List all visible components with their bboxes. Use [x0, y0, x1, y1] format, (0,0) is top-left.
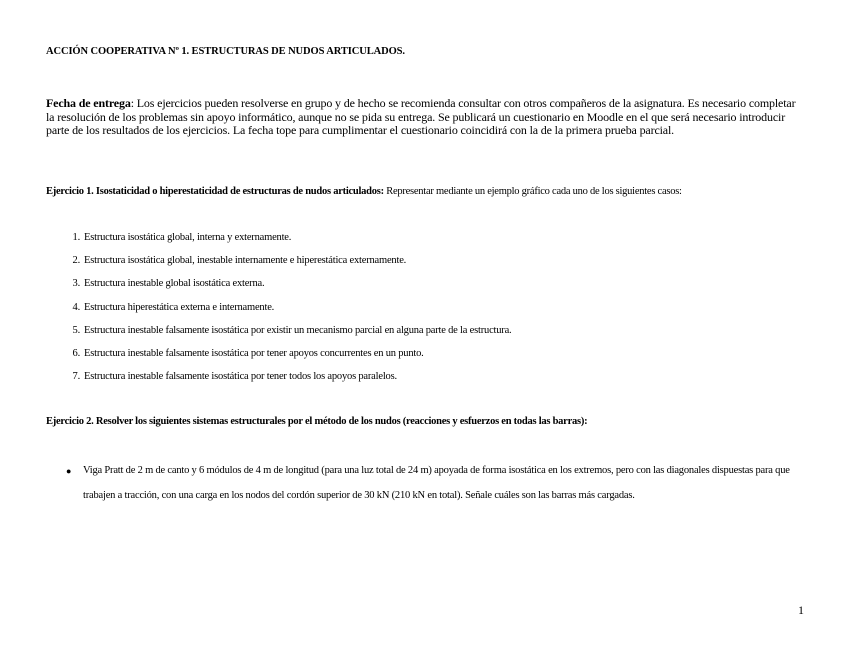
list-item-number: 5. [72, 324, 80, 336]
exercise-1-statement [46, 186, 836, 197]
delivery-paragraph [46, 97, 806, 138]
page-number: 1 [798, 603, 804, 617]
bullet-item-text: Viga Pratt de 2 m de canto y 6 módulos de 4 m de longitud (para una luz total de 24 m) apoyada de forma isostática en los extremos, pero con las diagonales dispuestas para que trabajen a tracción, con una carga en los nodos del cordón superior de 30 kN (210 kN en total). Señale cuáles son las barras más cargadas. [83, 465, 790, 501]
list-item-number: 2. [72, 255, 80, 267]
exercise-1-heading: Ejercicio 1. Isostaticidad o hiperestaticidad de estructuras de nudos articulados: [46, 186, 384, 197]
list-item [46, 230, 511, 253]
list-item [46, 300, 511, 323]
list-item-number: 7. [72, 371, 80, 383]
list-item-text: Estructura hiperestática externa e internamente. [84, 301, 275, 313]
list-item-text: Estructura inestable falsamente isostática por tener apoyos concurrentes en un punto. [84, 347, 424, 359]
list-item [46, 369, 511, 392]
list-item-number: 6. [72, 347, 80, 359]
exercise-2-heading: Ejercicio 2. Resolver los siguientes sistemas estructurales por el método de los nudos (reacciones y esfuerzos en todas las barras): [46, 416, 588, 427]
list-item-number: 1. [72, 232, 80, 243]
list-item-text: Estructura isostática global, interna y externamente. [84, 232, 292, 243]
list-item-text: Estructura isostática global, inestable internamente e hiperestática externamente. [84, 255, 407, 267]
exercise-2-bullet-item [66, 459, 796, 508]
delivery-text: : Los ejercicios pueden resolverse en grupo y de hecho se recomienda consultar con otros compañeros de la asignatura. Es necesario completar la resolución de los problemas sin apoyo informático, aunque no se pida su entrega. Se publicará un cuestionario en Moodle en el que será necesario introducir parte de los resultados de los ejercicios. La fecha tope para cumplimentar el cuestionario coincidirá con la de la primera prueba parcial. [46, 96, 796, 137]
list-item-text: Estructura inestable falsamente isostática por existir un mecanismo parcial en alguna parte de la estructura. [84, 324, 512, 336]
list-item-number: 4. [72, 301, 80, 313]
exercise-1-text: Representar mediante un ejemplo gráfico cada uno de los siguientes casos: [383, 186, 682, 197]
exercise-1-case-list [46, 230, 511, 392]
document-title: ACCIÓN COOPERATIVA Nº 1. ESTRUCTURAS DE NUDOS ARTICULADOS. [46, 46, 405, 57]
exercise-2-statement [46, 416, 587, 427]
delivery-label: Fecha de entrega [46, 96, 131, 110]
list-item-text: Estructura inestable global isostática externa. [84, 278, 265, 290]
list-item [46, 323, 511, 346]
bullet-icon: ● [66, 466, 72, 476]
list-item-text: Estructura inestable falsamente isostática por tener todos los apoyos paralelos. [84, 371, 397, 383]
list-item-number: 3. [72, 278, 80, 290]
list-item [46, 276, 511, 299]
list-item [46, 346, 511, 369]
list-item [46, 253, 511, 276]
